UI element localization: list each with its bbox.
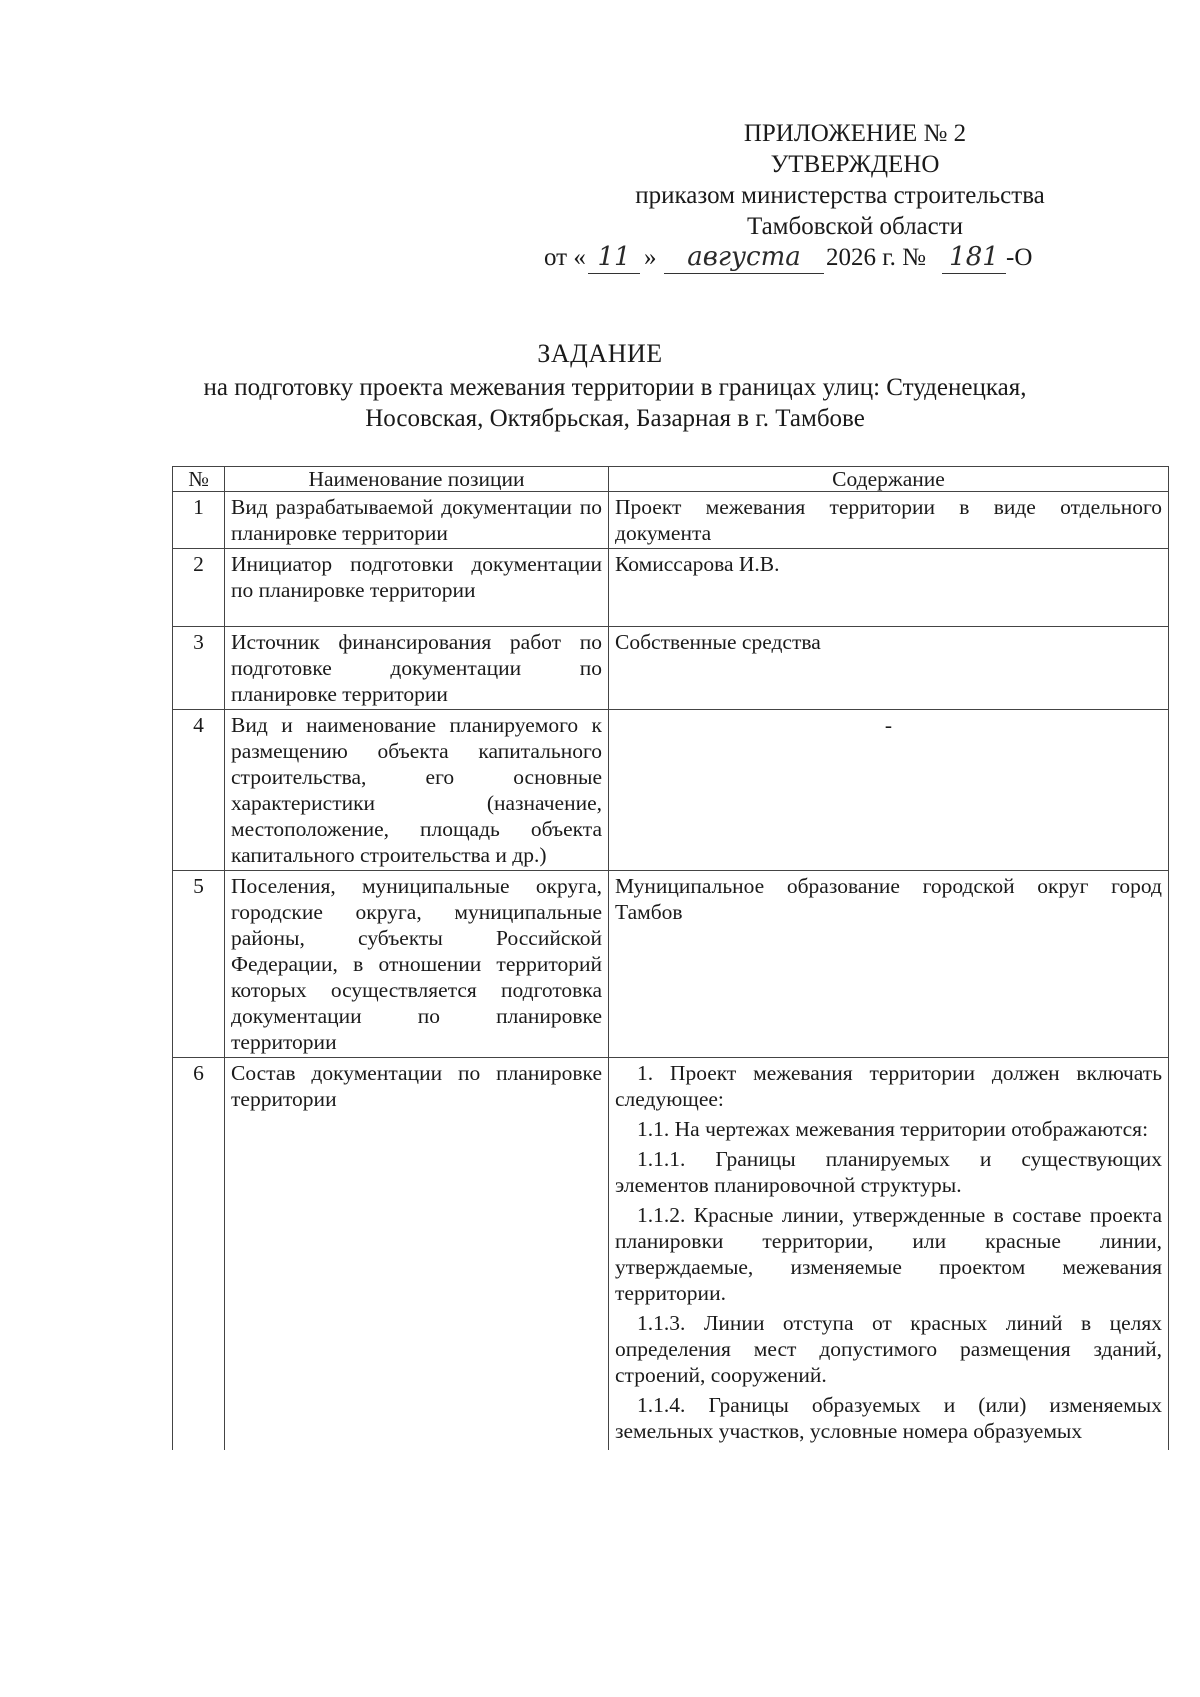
task-subtitle-line-2: Носовская, Октябрьская, Базарная в г. Тамбове bbox=[365, 405, 865, 432]
approved-label: УТВЕРЖДЕНО bbox=[770, 151, 940, 178]
row-position-name: Инициатор подготовки документации по планировке территории bbox=[225, 549, 609, 627]
task-title: ЗАДАНИЕ bbox=[537, 339, 663, 368]
row-position-name: Вид разрабатываемой документации по планировке территории bbox=[225, 492, 609, 549]
order-number-handwritten: 181 bbox=[949, 242, 999, 272]
row-number: 6 bbox=[173, 1058, 225, 1451]
date-year-number: 2026 г. № bbox=[826, 244, 927, 271]
row-content: Муниципальное образование городской округ город Тамбов bbox=[609, 871, 1169, 1058]
content-paragraph: 1.1.4. Границы образуемых и (или) изменяемых земельных участков, условные номера образуемых bbox=[615, 1393, 1162, 1443]
table-row bbox=[173, 627, 1169, 710]
task-subtitle bbox=[130, 372, 1100, 434]
content-paragraph: 1. Проект межевания территории должен включать следующее: bbox=[615, 1061, 1162, 1111]
content-paragraph: 1.1. На чертежах межевания территории отображаются: bbox=[637, 1117, 1149, 1141]
header-position-name: Наименование позиции bbox=[225, 467, 609, 492]
table-header-row bbox=[173, 467, 1169, 492]
row-content: - bbox=[609, 710, 1169, 871]
appendix-label: ПРИЛОЖЕНИЕ № 2 bbox=[743, 120, 967, 147]
date-mid: » bbox=[644, 244, 657, 271]
row-position-name: Вид и наименование планируемого к размещению объекта капитального строительства, его основные характеристики (назначение, местоположение, площадь объекта капитального строительства и др.) bbox=[225, 710, 609, 871]
date-prefix: от « bbox=[544, 244, 586, 271]
header-content: Содержание bbox=[609, 467, 1169, 492]
content-paragraph: 1.1.3. Линии отступа от красных линий в целях определения мест допустимого размещения зданий, строений, сооружений. bbox=[615, 1311, 1162, 1387]
row-content: Комиссарова И.В. bbox=[609, 549, 1169, 627]
approval-stamp bbox=[544, 118, 1120, 276]
order-line: приказом министерства строительства bbox=[635, 182, 1045, 209]
task-table bbox=[172, 466, 1169, 1450]
task-subtitle-line-1: на подготовку проекта межевания территории в границах улиц: Студенецкая, bbox=[203, 374, 1027, 401]
row-position-name: Состав документации по планировке территории bbox=[225, 1058, 609, 1451]
order-suffix: -О bbox=[1006, 244, 1033, 271]
date-month-handwritten: августа bbox=[687, 242, 801, 272]
row-number: 3 bbox=[173, 627, 225, 710]
row-content bbox=[609, 1058, 1169, 1451]
row-number: 4 bbox=[173, 710, 225, 871]
row-content: Проект межевания территории в виде отдельного документа bbox=[609, 492, 1169, 549]
order-date-line bbox=[544, 242, 1120, 276]
content-paragraph: 1.1.1. Границы планируемых и существующих элементов планировочной структуры. bbox=[615, 1147, 1162, 1197]
header-number: № bbox=[173, 467, 225, 492]
date-day-handwritten: 11 bbox=[597, 242, 631, 272]
table-row bbox=[173, 710, 1169, 871]
row-content: Собственные средства bbox=[609, 627, 1169, 710]
row-position-name: Поселения, муниципальные округа, городские округа, муниципальные районы, субъекты Российской Федерации, в отношении территорий которых осуществляется подготовка документации по планировке территории bbox=[225, 871, 609, 1058]
table-row bbox=[173, 549, 1169, 627]
row-position-name: Источник финансирования работ по подготовке документации по планировке территории bbox=[225, 627, 609, 710]
region-line: Тамбовской области bbox=[746, 213, 964, 240]
content-paragraph: 1.1.2. Красные линии, утвержденные в составе проекта планировки территории, или красные линии, утверждаемые, изменяемые проектом межевания территории. bbox=[615, 1203, 1162, 1305]
row-number: 5 bbox=[173, 871, 225, 1058]
table-row bbox=[173, 492, 1169, 549]
table-row bbox=[173, 1058, 1169, 1451]
table-row bbox=[173, 871, 1169, 1058]
row-number: 1 bbox=[173, 492, 225, 549]
row-number: 2 bbox=[173, 549, 225, 627]
